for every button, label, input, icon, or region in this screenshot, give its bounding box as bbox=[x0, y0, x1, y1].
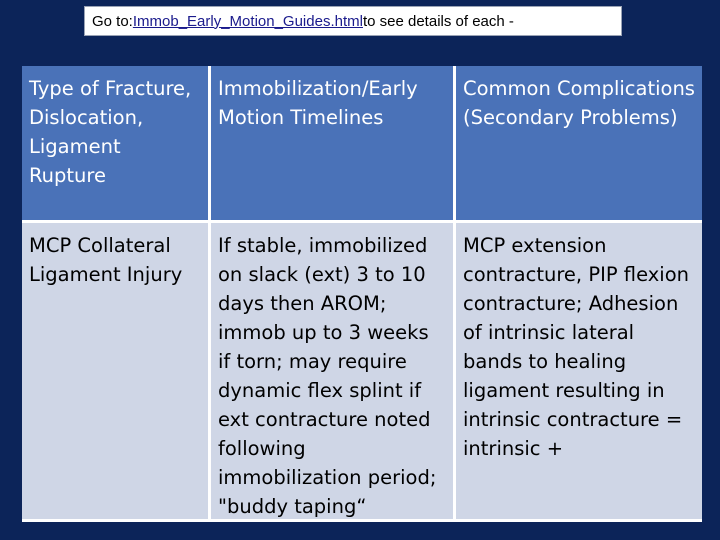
banner-prefix: Go to: bbox=[92, 12, 133, 30]
banner-suffix: to see details of each - bbox=[362, 12, 514, 30]
navigation-banner bbox=[84, 6, 622, 36]
cell-complications: MCP extension contracture, PIP flexion contracture; Adhesion of intrinsic lateral bands to healing ligament resulting in intrinsic contracture = intrinsic + bbox=[456, 223, 702, 519]
header-complications: Common Complications (Secondary Problems) bbox=[456, 66, 702, 220]
cell-timeline: If stable, immobilized on slack (ext) 3 to 10 days then AROM; immob up to 3 weeks if torn; may require dynamic flex splint if ext contracture noted following immobilization period; "buddy taping“ bbox=[211, 223, 453, 519]
header-timelines: Immobilization/Early Motion Timelines bbox=[211, 66, 453, 220]
injury-table bbox=[22, 66, 702, 522]
header-type: Type of Fracture, Dislocation, Ligament Rupture bbox=[22, 66, 208, 220]
guides-link[interactable]: Immob_Early_Motion_Guides.html bbox=[132, 12, 363, 30]
cell-injury-type: MCP Collateral Ligament Injury bbox=[22, 223, 208, 519]
